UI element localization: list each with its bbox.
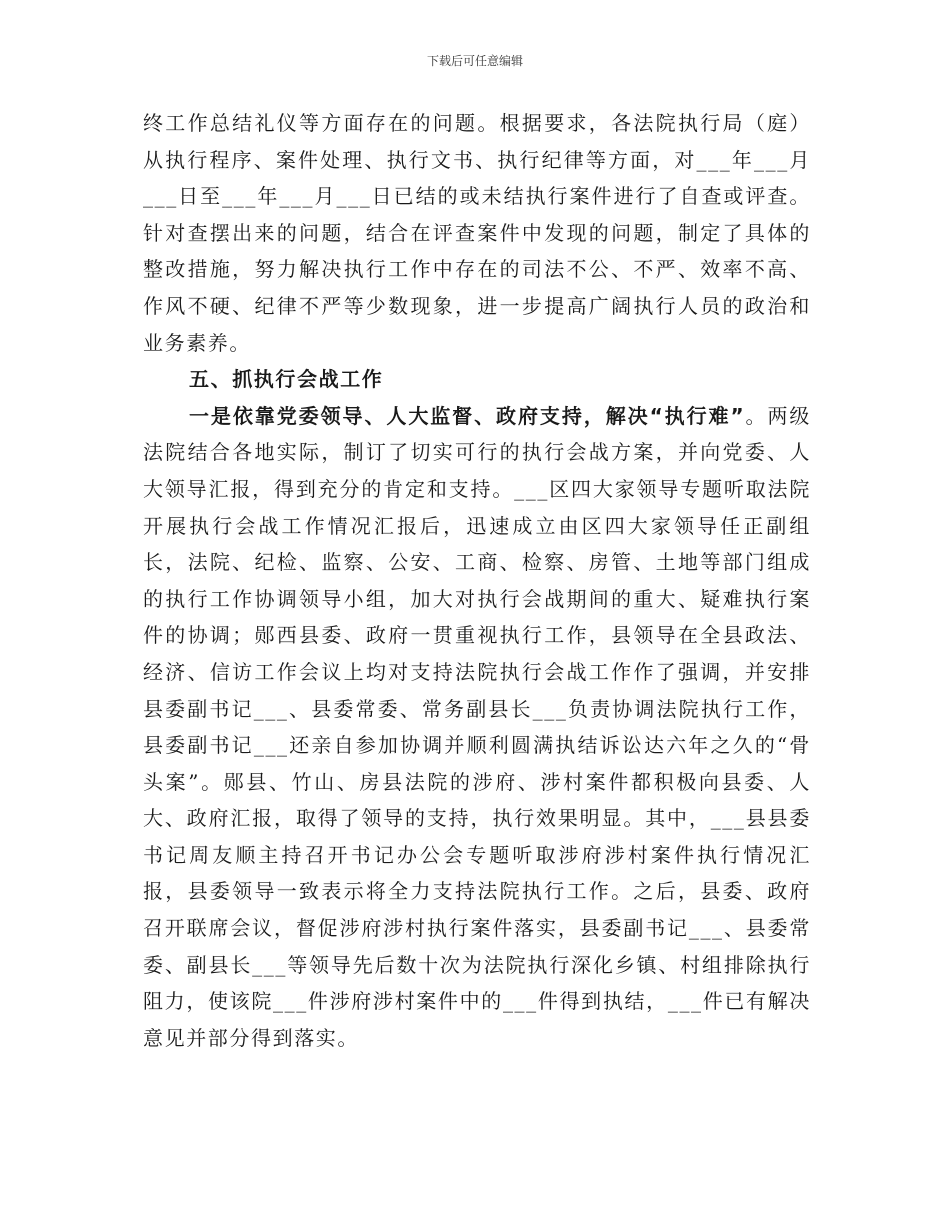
paragraph-body-text: 。两级法院结合各地实际，制订了切实可行的执行会战方案，并向党委、人大领导汇报，得到充分的肯定和支持。___区四大家领导专题听取法院开展执行会战工作情况汇报后，迅速成立由区四大家领导任正副组长，法院、纪检、监察、公安、工商、检察、房管、土地等部门组成的执行工作协调领导小组，加大对执行会战期间的重大、疑难执行案件的协调；郧西县委、政府一贯重视执行工作，县领导在全县政法、经济、信访工作会议上均对支持法院执行会战工作作了强调，并安排县委副书记___、县委常委、常务副县长___负责协调法院执行工作，县委副书记___还亲自参加协调并顺利圆满执结诉讼达六年之久的“骨头案”。郧县、竹山、房县法院的涉府、涉村案件都积极向县委、人大、政府汇报，取得了领导的支持，执行效果明显。其中，___县县委书记周友顺主持召开书记办公会专题听取涉府涉村案件执行情况汇报，县委领导一致表示将全力支持法院执行工作。之后，县委、政府召开联席会议，督促涉府涉村执行案件落实，县委副书记___、县委常委、副县长___等领导先后数十次为法院执行深化乡镇、村组排除执行阻力，使该院___件涉府涉村案件中的___件得到执结，___件已有解决意见并部分得到落实。 [143,403,811,1050]
page-header: 下载后可任意编辑 [426,54,523,68]
paragraph-execution-campaign [143,398,811,1057]
paragraph-continued: 终工作总结礼仪等方面存在的问题。根据要求，各法院执行局（庭）从执行程序、案件处理、执行文书、执行纪律等方面，对___年___月___日至___年___月___日已结的或未结执行案件进行了自查或评查。针对查摆出来的问题，结合在评查案件中发现的问题，制定了具体的整改措施，努力解决执行工作中存在的司法不公、不严、效率不高、作风不硬、纪律不严等少数现象，进一步提高广阔执行人员的政治和业务素养。 [143,111,811,355]
document-body [143,105,811,1056]
paragraph-lead-text: 一是依靠党委领导、人大监督、政府支持，解决“执行难” [189,403,746,428]
section-heading: 五、抓执行会战工作 [189,367,384,392]
